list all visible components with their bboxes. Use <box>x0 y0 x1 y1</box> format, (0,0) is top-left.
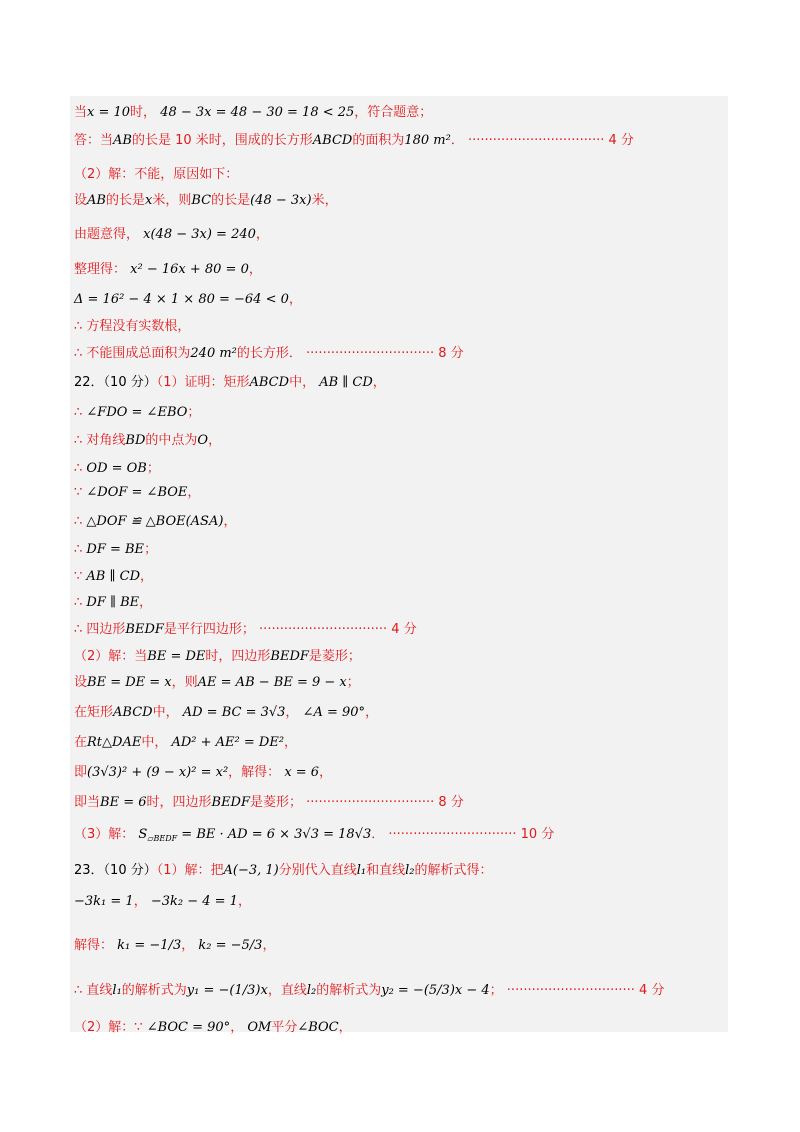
text-segment: ， <box>248 262 262 277</box>
math-expression: −3k₂ − 4 = 1 <box>146 894 238 909</box>
math-expression: BEDF <box>211 795 251 810</box>
text-segment: ， <box>338 1020 352 1035</box>
text-segment: 的面积为 <box>352 133 405 148</box>
text-segment: ∴ 四边形 <box>74 622 126 637</box>
text-segment: ∴ <box>74 514 87 529</box>
text-segment: 中， <box>141 735 168 750</box>
math-expression: l₂ <box>405 863 415 878</box>
math-expression: BE = DE = x <box>87 675 172 690</box>
text-segment: ， <box>372 375 386 390</box>
text-segment: ； <box>187 405 201 420</box>
score-points: 10 分 <box>520 827 555 842</box>
text-segment: ∴ <box>74 595 87 610</box>
math-expression: ∠FDO = ∠EBO <box>86 405 188 420</box>
text-segment: ， <box>365 705 379 720</box>
math-expression: BE = 6 <box>100 795 147 810</box>
math-expression: x = 6 <box>280 765 320 780</box>
score-leader-dots: ······························· <box>254 622 392 637</box>
text-segment: ， <box>262 938 276 953</box>
math-expression: k₂ = −5/3 <box>194 938 263 953</box>
text-segment: 的解析式为 <box>316 983 382 998</box>
text-segment: ∴ 对角线 <box>74 433 126 448</box>
text-segment: ， <box>133 894 147 909</box>
score-leader-dots: ······························· <box>502 983 640 998</box>
text-segment: ， <box>285 705 299 720</box>
math-expression: y₂ = −(5/3)x − 4 <box>381 983 490 998</box>
text-segment: 是菱形； <box>308 649 361 664</box>
math-expression: ∠A = 90° <box>298 705 366 720</box>
text-segment: 平分 <box>271 1020 298 1035</box>
text-segment: 的解析式为 <box>121 983 187 998</box>
text-segment: ∴ 直线 <box>74 983 113 998</box>
math-expression: 48 − 3x = 48 − 30 = 18 < 25 <box>156 105 355 120</box>
text-segment: 是平行四边形； <box>163 622 255 637</box>
text-segment: ， <box>230 1020 244 1035</box>
math-expression: ABCD <box>113 705 153 720</box>
math-expression: AE = AB − BE = 9 − x <box>197 675 347 690</box>
text-segment: ∴ 不能围成总面积为 <box>74 346 191 361</box>
solution-line <box>74 226 269 244</box>
text-segment: ∴ 方程没有实数根， <box>74 319 191 334</box>
solution-line <box>74 318 190 336</box>
text-segment: 的解析式得： <box>414 863 493 878</box>
text-segment: ∴ <box>74 542 87 557</box>
text-segment: ， <box>187 485 201 500</box>
score-points: 8 分 <box>438 346 464 361</box>
text-segment: ∴ <box>74 461 87 476</box>
math-expression: −3k₁ = 1 <box>74 894 134 909</box>
text-segment: ， <box>319 765 333 780</box>
math-expression: S <box>134 827 148 842</box>
solution-line <box>74 648 361 666</box>
math-expression: AB <box>87 193 106 208</box>
text-segment: 答：当 <box>74 133 114 148</box>
text-segment: 的中点为 <box>145 433 198 448</box>
math-expression: BD <box>125 433 146 448</box>
math-expression: BEDF <box>125 622 164 637</box>
solution-line <box>74 764 332 782</box>
text-segment: 的长是 10 米时，围成的长方形 <box>131 133 313 148</box>
text-segment: （2）解：不能，原因如下： <box>74 167 239 182</box>
text-segment: 米， <box>311 193 338 208</box>
text-segment: 即 <box>74 765 88 780</box>
solution-line <box>74 166 238 184</box>
score-points: 4 分 <box>608 133 634 148</box>
text-segment: 的长是 <box>211 193 251 208</box>
math-expression: 180 m² <box>404 133 451 148</box>
score-points: 4 分 <box>639 983 665 998</box>
math-expression: ABCD <box>249 375 290 390</box>
text-segment: ； <box>146 461 160 476</box>
text-segment: 在 <box>74 735 88 750</box>
text-segment: 分别代入直线 <box>278 863 357 878</box>
score-leader-dots: ······························· <box>301 346 439 361</box>
text-segment: ； <box>346 675 360 690</box>
math-expression: ∠BOC = 90° <box>146 1020 231 1035</box>
solution-line <box>74 261 262 279</box>
math-expression: AD = BC = 3√3 <box>178 705 286 720</box>
text-segment: 中， <box>152 705 179 720</box>
text-segment: 解得： <box>74 938 114 953</box>
text-segment: ，则 <box>171 675 198 690</box>
solution-line <box>74 432 221 450</box>
math-expression: OD = OB <box>86 461 147 476</box>
math-expression: AD² + AE² = DE² <box>167 735 285 750</box>
solution-line <box>74 1019 352 1037</box>
math-expression: x = 10 <box>87 105 131 120</box>
math-expression: Δ = 16² − 4 × 1 × 80 = −64 < 0 <box>74 292 289 307</box>
math-subscript: ▱BEDF <box>147 834 178 843</box>
solution-line <box>74 484 200 502</box>
solution-line <box>74 192 338 210</box>
math-expression: Rt△DAE <box>87 735 142 750</box>
solution-line <box>74 862 493 880</box>
solution-line <box>74 345 464 363</box>
text-segment: 时，四边形 <box>146 795 212 810</box>
math-expression: AB ∥ CD <box>315 375 373 390</box>
math-expression: OM <box>243 1020 272 1035</box>
math-expression: l₁ <box>356 863 367 878</box>
text-segment: ； <box>489 983 503 998</box>
text-segment: ， <box>255 227 269 242</box>
text-segment: ∴ <box>74 405 87 420</box>
solution-line <box>74 704 378 722</box>
text-segment: ， <box>181 938 195 953</box>
math-expression: BC <box>191 193 212 208</box>
solution-line <box>74 594 152 612</box>
text-segment: 中， <box>289 375 316 390</box>
math-expression: l₂ <box>306 983 317 998</box>
score-leader-dots: ······························· <box>384 827 521 842</box>
text-segment: ， <box>223 514 237 529</box>
math-expression: DF ∥ BE <box>86 595 140 610</box>
text-segment: 米，则 <box>152 193 192 208</box>
text-segment: （1）证明：矩形 <box>156 375 250 390</box>
solution-line <box>74 291 302 309</box>
solution-line <box>74 982 664 1000</box>
text-segment: ． <box>450 133 464 148</box>
text-segment: ； <box>144 542 158 557</box>
text-segment: ， <box>139 595 153 610</box>
math-expression: ∠DOF = ∠BOE <box>86 485 188 500</box>
text-segment: 和直线 <box>366 863 406 878</box>
text-segment: ， <box>208 433 222 448</box>
text-segment: 设 <box>74 675 88 690</box>
math-expression: x² − 16x + 80 = 0 <box>126 262 249 277</box>
text-segment: 由题意得， <box>74 227 140 242</box>
text-segment: ，直线 <box>267 983 307 998</box>
text-segment: ， <box>284 735 298 750</box>
solution-line <box>74 132 634 150</box>
text-segment: ， <box>140 569 154 584</box>
math-expression: △DOF ≌ △BOE(ASA) <box>86 514 224 529</box>
text-segment: ，解得： <box>228 765 281 780</box>
solution-line <box>74 404 200 422</box>
solution-line <box>74 541 157 559</box>
question-number: 23．（10 分） <box>74 863 157 878</box>
score-leader-dots: ······························· <box>302 795 439 810</box>
math-expression: BEDF <box>270 649 309 664</box>
solution-line <box>74 674 360 692</box>
math-expression: ∠BOC <box>297 1020 339 1035</box>
text-segment: 的长是 <box>105 193 145 208</box>
text-segment: 时，四边形 <box>205 649 271 664</box>
math-expression: y₁ = −(1/3)x <box>186 983 268 998</box>
text-segment: ∵ <box>74 569 87 584</box>
solution-line <box>74 374 386 392</box>
math-expression: k₁ = −1/3 <box>113 938 182 953</box>
question-number: 22．（10 分） <box>74 375 157 390</box>
text-segment: 时， <box>130 105 157 120</box>
solution-line <box>74 734 297 752</box>
text-segment: 是菱形； <box>250 795 303 810</box>
math-expression: BE = DE <box>147 649 206 664</box>
text-segment: ， <box>288 292 302 307</box>
solution-line <box>74 568 153 586</box>
text-segment: 即当 <box>74 795 101 810</box>
text-segment: 设 <box>74 193 88 208</box>
math-expression: l₁ <box>112 983 122 998</box>
score-points: 4 分 <box>391 622 417 637</box>
text-segment: 的长方形． <box>236 346 302 361</box>
math-expression: ABCD <box>312 133 353 148</box>
text-segment: ． <box>371 827 385 842</box>
solution-line <box>74 460 160 478</box>
solution-line <box>74 893 251 911</box>
math-expression: (48 − 3x) <box>250 193 312 208</box>
math-expression: AB <box>113 133 132 148</box>
solution-line <box>74 513 236 531</box>
text-segment: （3）解： <box>74 827 135 842</box>
math-expression: 240 m² <box>190 346 237 361</box>
text-segment: 整理得： <box>74 262 127 277</box>
math-expression: x <box>144 193 153 208</box>
math-expression: = BE · AD = 6 × 3√3 = 18√3 <box>177 827 372 842</box>
text-segment: 当 <box>74 105 88 120</box>
text-segment: ∵ <box>74 485 87 500</box>
text-segment: （1）解：把 <box>156 863 224 878</box>
score-leader-dots: ································· <box>463 133 609 148</box>
solution-line <box>74 794 464 812</box>
math-expression: O <box>197 433 209 448</box>
text-segment: ， <box>237 894 251 909</box>
solution-line <box>74 104 432 122</box>
math-expression: A(−3, 1) <box>223 863 279 878</box>
math-expression: DF = BE <box>86 542 145 557</box>
score-points: 8 分 <box>438 795 464 810</box>
solution-line <box>74 937 275 955</box>
text-segment: ，符合题意； <box>354 105 433 120</box>
math-expression: AB ∥ CD <box>86 569 140 584</box>
text-segment: （2）解：当 <box>74 649 148 664</box>
text-segment: （2）解：∵ <box>74 1020 147 1035</box>
math-expression: (3√3)² + (9 − x)² = x² <box>87 765 229 780</box>
solution-line <box>74 621 417 639</box>
text-segment: 在矩形 <box>74 705 114 720</box>
math-expression: x(48 − 3x) = 240 <box>139 227 256 242</box>
solution-line <box>74 826 554 848</box>
